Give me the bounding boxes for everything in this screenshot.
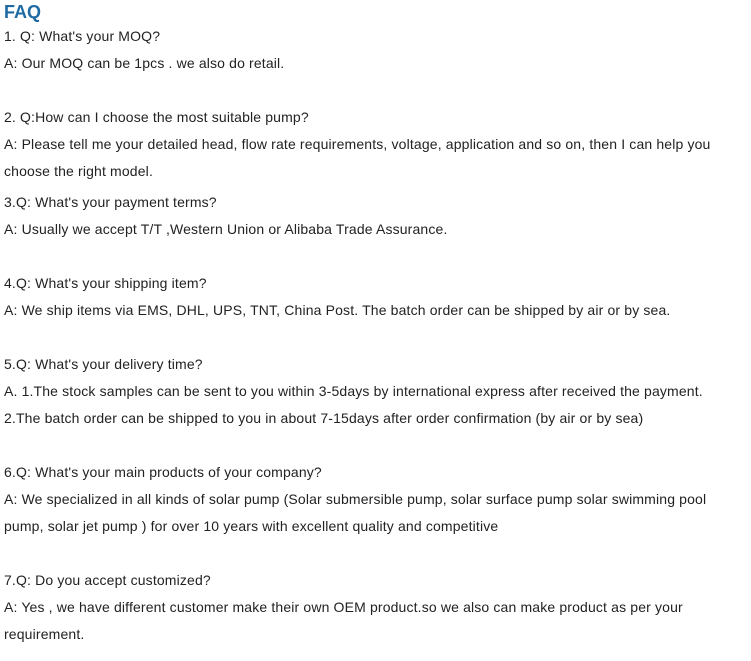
spacer (4, 432, 751, 459)
faq-answer: A: Yes , we have different customer make their own OEM product.so we also can make product as per your (4, 599, 683, 615)
faq-answer-continued: requirement. (4, 626, 85, 642)
faq-question: 5.Q: What's your delivery time? (4, 356, 203, 372)
faq-answer: A: Usually we accept T/T ,Western Union or Alibaba Trade Assurance. (4, 221, 448, 237)
faq-list (4, 23, 751, 648)
spacer (4, 540, 751, 567)
faq-question: 6.Q: What's your main products of your company? (4, 464, 322, 480)
spacer (4, 243, 751, 270)
faq-question: 4.Q: What's your shipping item? (4, 275, 207, 291)
faq-answer: A: Our MOQ can be 1pcs . we also do retail. (4, 55, 285, 71)
spacer (4, 324, 751, 351)
faq-answer: A: Please tell me your detailed head, flow rate requirements, voltage, application and so on, then I can help you (4, 136, 711, 152)
faq-answer: A. 1.The stock samples can be sent to you within 3-5days by international express after received the payment. (4, 383, 703, 399)
faq-question: 3.Q: What's your payment terms? (4, 194, 217, 210)
faq-answer: A: We specialized in all kinds of solar pump (Solar submersible pump, solar surface pump solar swimming pool (4, 491, 707, 507)
faq-question: 1. Q: What's your MOQ? (4, 28, 161, 44)
spacer (4, 77, 751, 104)
faq-answer-continued: choose the right model. (4, 163, 153, 179)
faq-item-6 (4, 459, 751, 540)
faq-question: 2. Q:How can I choose the most suitable pump? (4, 109, 309, 125)
faq-answer-continued: pump, solar jet pump ) for over 10 years with excellent quality and competitive (4, 518, 499, 534)
faq-title: FAQ (4, 2, 42, 22)
faq-item-1 (4, 23, 751, 77)
faq-item-3 (4, 189, 751, 243)
faq-item-2 (4, 104, 751, 185)
faq-answer: A: We ship items via EMS, DHL, UPS, TNT, China Post. The batch order can be shipped by air or by sea. (4, 302, 671, 318)
faq-item-7 (4, 567, 751, 648)
faq-item-4 (4, 270, 751, 324)
faq-question: 7.Q: Do you accept customized? (4, 572, 211, 588)
faq-answer-continued: 2.The batch order can be shipped to you in about 7-15days after order confirmation (by air or by sea) (4, 410, 644, 426)
faq-item-5 (4, 351, 751, 432)
